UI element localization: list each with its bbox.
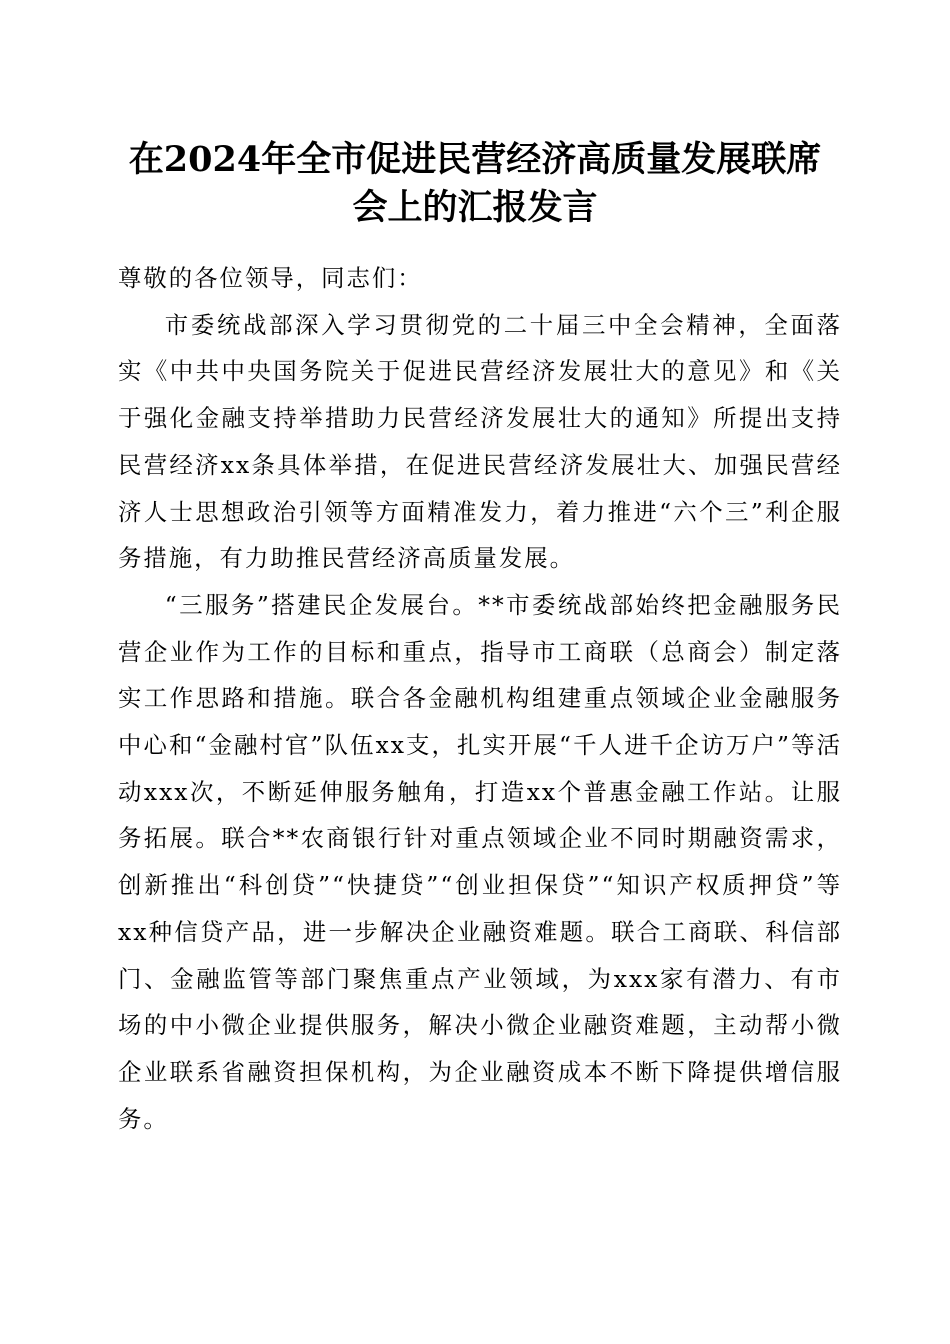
paragraph-2: “三服务”搭建民企发展台。**市委统战部始终把金融服务民营企业作为工作的目标和重点，指导市工商联（总商会）制定落实工作思路和措施。联合各金融机构组建重点领域企业金融服务中心和“金融村官”队伍xx支，扎实开展“千人进千企访万户”等活动xxx次，不断延伸服务触角，打造xx个普惠金融工作站。让服务拓展。联合**农商银行针对重点领域企业不同时期融资需求，创新推出“科创贷”“快捷贷”“创业担保贷”“知识产权质押贷”等xx种信贷产品，进一步解决企业融资难题。联合工商联、科信部门、金融监管等部门聚焦重点产业领域，为xxx家有潜力、有市场的中小微企业提供服务，解决小微企业融资难题，主动帮小微企业联系省融资担保机构，为企业融资成本不断下降提供增信服务。: [118, 590, 842, 1133]
document-title: [100, 136, 850, 232]
salutation: 尊敬的各位领导，同志们：: [118, 264, 423, 292]
document-body: [118, 255, 842, 1142]
title-line-1: 在2024年全市促进民营经济高质量发展联席: [128, 139, 822, 180]
title-line-2: 会上的汇报发言: [352, 187, 598, 228]
paragraph-1: 市委统战部深入学习贯彻党的二十届三中全会精神，全面落实《中共中央国务院关于促进民营经济发展壮大的意见》和《关于强化金融支持举措助力民营经济发展壮大的通知》所提出支持民营经济xx条具体举措，在促进民营经济发展壮大、加强民营经济人士思想政治引领等方面精准发力，着力推进“六个三”利企服务措施，有力助推民营经济高质量发展。: [118, 310, 842, 573]
